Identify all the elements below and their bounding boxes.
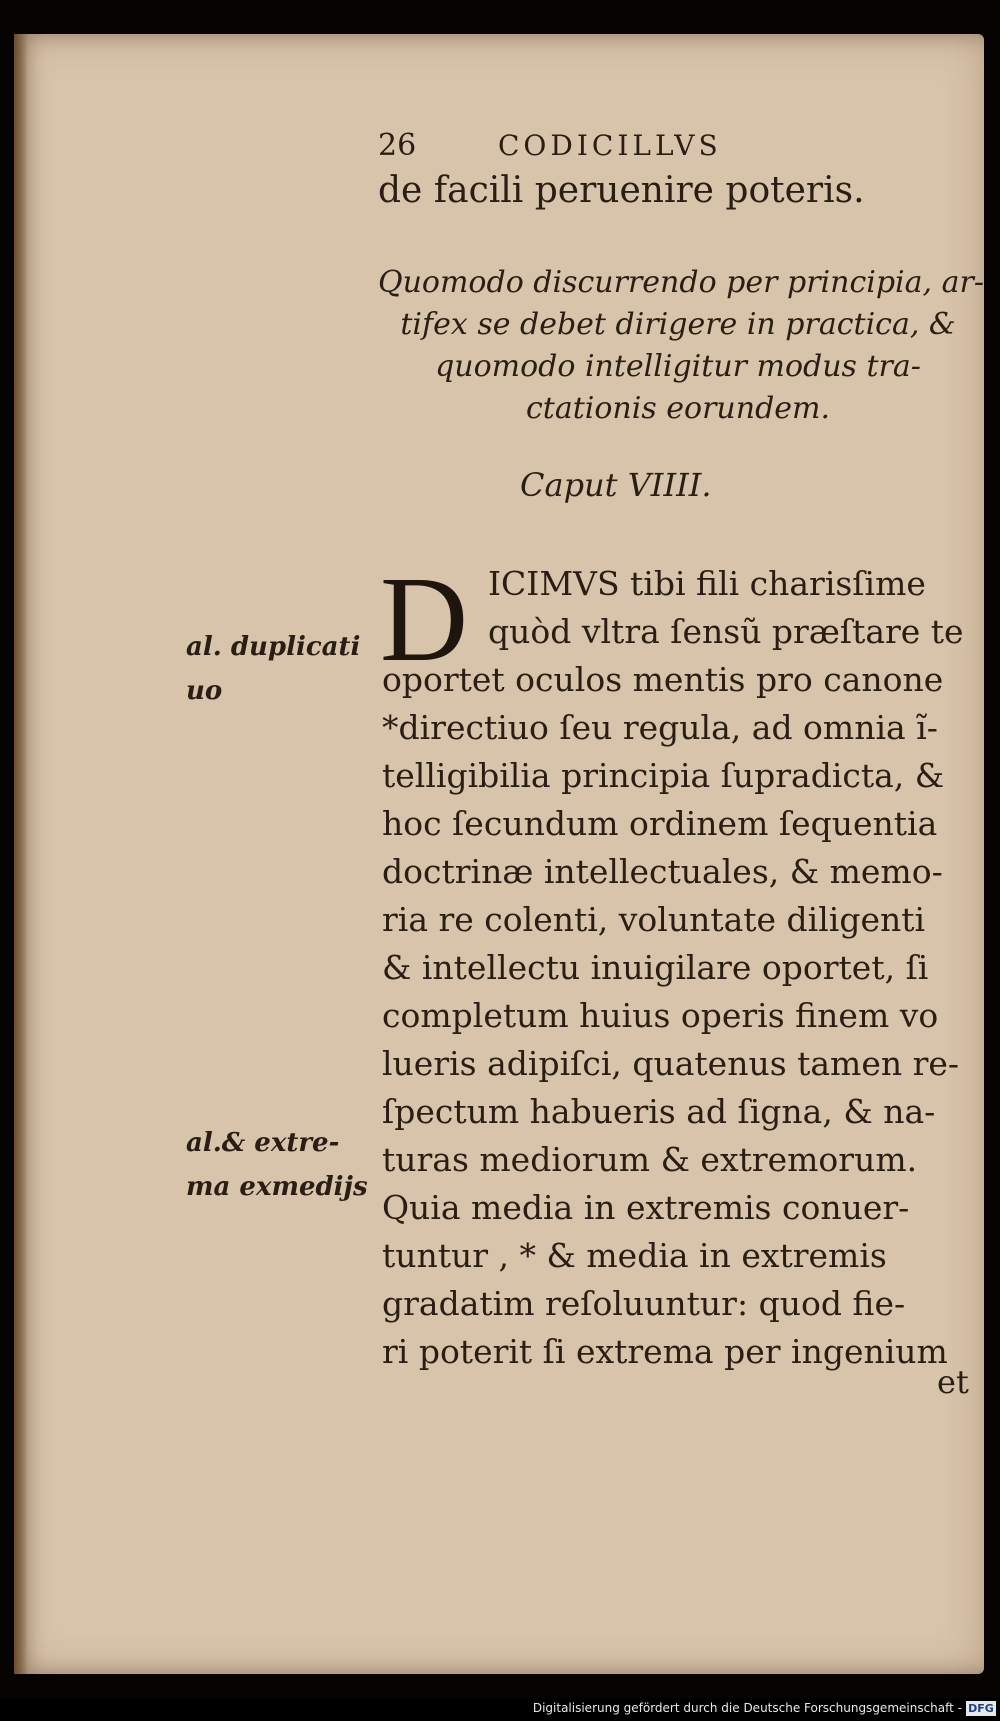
page-gutter-shadow <box>14 34 28 1674</box>
body-line: quòd vltra ſensũ præſtare te <box>488 612 964 651</box>
funding-credit: Digitalisierung gefördert durch die Deutsche Forschungsgemeinschaft - <box>532 1701 962 1715</box>
running-head <box>378 128 722 163</box>
body-line: Quia media in extremis conuer- <box>382 1188 910 1227</box>
body-line: ICIMVS tibi fili charisſime <box>488 564 926 603</box>
margin-note-line: al.& extre- <box>186 1128 340 1158</box>
chapter-heading-line: Quomodo discurrendo per principia, ar- <box>378 265 984 300</box>
body-line: telligibilia principia ſupradicta, & <box>382 756 945 795</box>
body-line: ria re colenti, voluntate diligenti <box>382 900 926 939</box>
body-line: turas mediorum & extremorum. <box>382 1140 918 1179</box>
chapter-heading <box>378 262 984 430</box>
drop-cap-initial: D <box>380 552 469 687</box>
page-number: 26 <box>378 128 417 163</box>
body-line: ri poterit ſi extrema per ingenium <box>382 1332 948 1371</box>
body-line: gradatim reſoluuntur: quod fie- <box>382 1284 906 1323</box>
catchword: et <box>937 1363 969 1401</box>
continuation-line: de facili peruenire poteris. <box>378 170 865 211</box>
body-line: completum huius operis finem vo <box>382 996 939 1035</box>
chapter-number: Caput VIIII. <box>520 466 712 504</box>
chapter-heading-line: quomodo intelligitur modus tra- <box>435 349 921 384</box>
body-line: tuntur , * & media in extremis <box>382 1236 887 1275</box>
chapter-heading-line: ctationis eorundem. <box>525 391 831 426</box>
body-line: & intellectu inuigilare oportet, ſi <box>382 948 929 987</box>
margin-note-line: ma exmedijs <box>186 1172 368 1202</box>
body-line: doctrinæ intellectuales, & memo- <box>382 852 943 891</box>
margin-note-line: al. duplicati <box>186 632 361 662</box>
running-title: CODICILLVS <box>498 129 722 162</box>
body-line: oportet oculos mentis pro canone <box>382 660 944 699</box>
margin-note-line: uo <box>186 676 223 706</box>
body-line: ſpectum habueris ad ſigna, & na- <box>382 1092 936 1131</box>
body-line: lueris adipiſci, quatenus tamen re- <box>382 1044 960 1083</box>
chapter-heading-line: tifex se debet dirigere in practica, & <box>400 307 956 342</box>
body-line: hoc ſecundum ordinem ſequentia <box>382 804 938 843</box>
dfg-logo: DFG <box>966 1701 996 1716</box>
body-line: *directiuo ſeu regula, ad omnia ĩ- <box>382 708 938 747</box>
